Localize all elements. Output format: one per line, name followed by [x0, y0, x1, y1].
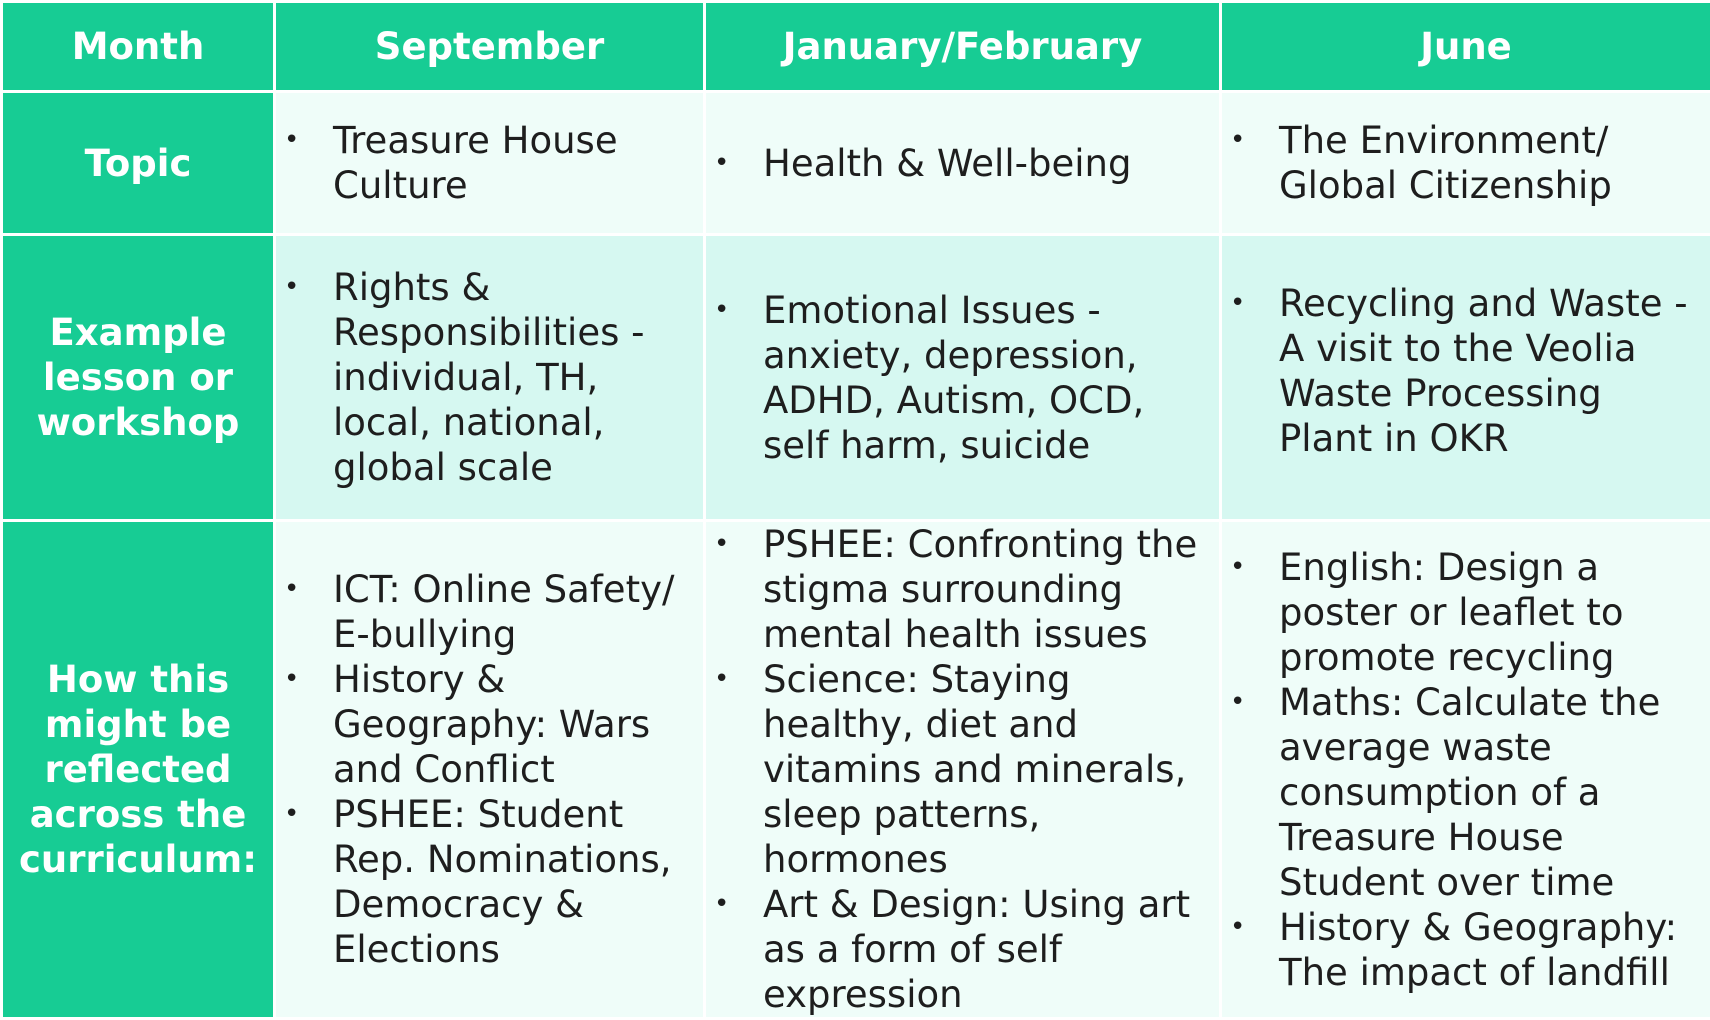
topic-row	[2, 92, 1710, 235]
bullet-item: • Recycling and Waste - A visit to the Veolia Waste Processing Plant in OKR	[1279, 281, 1704, 461]
bullet-item: • PSHEE: Student Rep. Nominations, Democracy & Elections	[333, 792, 697, 972]
header-january-february: January/February	[705, 2, 1221, 92]
bullet-item: • Health & Well-being	[763, 141, 1213, 186]
curriculum-jan-feb-cell	[705, 521, 1221, 1019]
topic-june-cell	[1221, 92, 1710, 235]
curriculum-september-list	[276, 567, 703, 972]
example-june-cell	[1221, 235, 1710, 521]
header-row	[2, 2, 1710, 92]
topic-september-cell	[275, 92, 705, 235]
curriculum-june-list	[1222, 545, 1710, 995]
topic-september-list	[276, 118, 703, 208]
topic-jan-feb-cell	[705, 92, 1221, 235]
row-label-example: Example lesson or workshop	[2, 235, 275, 521]
example-jan-feb-cell	[705, 235, 1221, 521]
bullet-item: • Emotional Issues - anxiety, depression, ADHD, Autism, OCD, self harm, suicide	[763, 288, 1213, 468]
bullet-item: • History & Geography: The impact of landfill	[1279, 905, 1704, 995]
header-september: September	[275, 2, 705, 92]
curriculum-jan-feb-list	[706, 522, 1219, 1017]
topic-jan-feb-list	[706, 141, 1219, 186]
example-jan-feb-list	[706, 288, 1219, 468]
example-september-cell	[275, 235, 705, 521]
bullet-item: • Art & Design: Using art as a form of self expression	[763, 882, 1213, 1017]
bullet-item: • Rights & Responsibilities - individual, TH, local, national, global scale	[333, 265, 697, 490]
bullet-item: • Science: Staying healthy, diet and vitamins and minerals, sleep patterns, hormones	[763, 657, 1213, 882]
bullet-item: • English: Design a poster or leaflet to promote recycling	[1279, 545, 1704, 680]
bullet-item: • The Environment/ Global Citizenship	[1279, 118, 1704, 208]
bullet-item: • Treasure House Culture	[333, 118, 697, 208]
topic-june-list	[1222, 118, 1710, 208]
example-row	[2, 235, 1710, 521]
curriculum-row	[2, 521, 1710, 1019]
example-june-list	[1222, 236, 1710, 461]
row-label-topic: Topic	[2, 92, 275, 235]
header-june: June	[1221, 2, 1710, 92]
bullet-item: • History & Geography: Wars and Conflict	[333, 657, 697, 792]
bullet-item: • ICT: Online Safety/ E-bullying	[333, 567, 697, 657]
bullet-item: • PSHEE: Confronting the stigma surrounding mental health issues	[763, 522, 1213, 657]
bullet-item: • Maths: Calculate the average waste consumption of a Treasure House Student over time	[1279, 680, 1704, 905]
example-september-list	[276, 265, 703, 490]
curriculum-september-cell	[275, 521, 705, 1019]
curriculum-june-cell	[1221, 521, 1710, 1019]
row-label-curriculum: How this might be reflected across the curriculum:	[2, 521, 275, 1019]
header-month: Month	[2, 2, 275, 92]
